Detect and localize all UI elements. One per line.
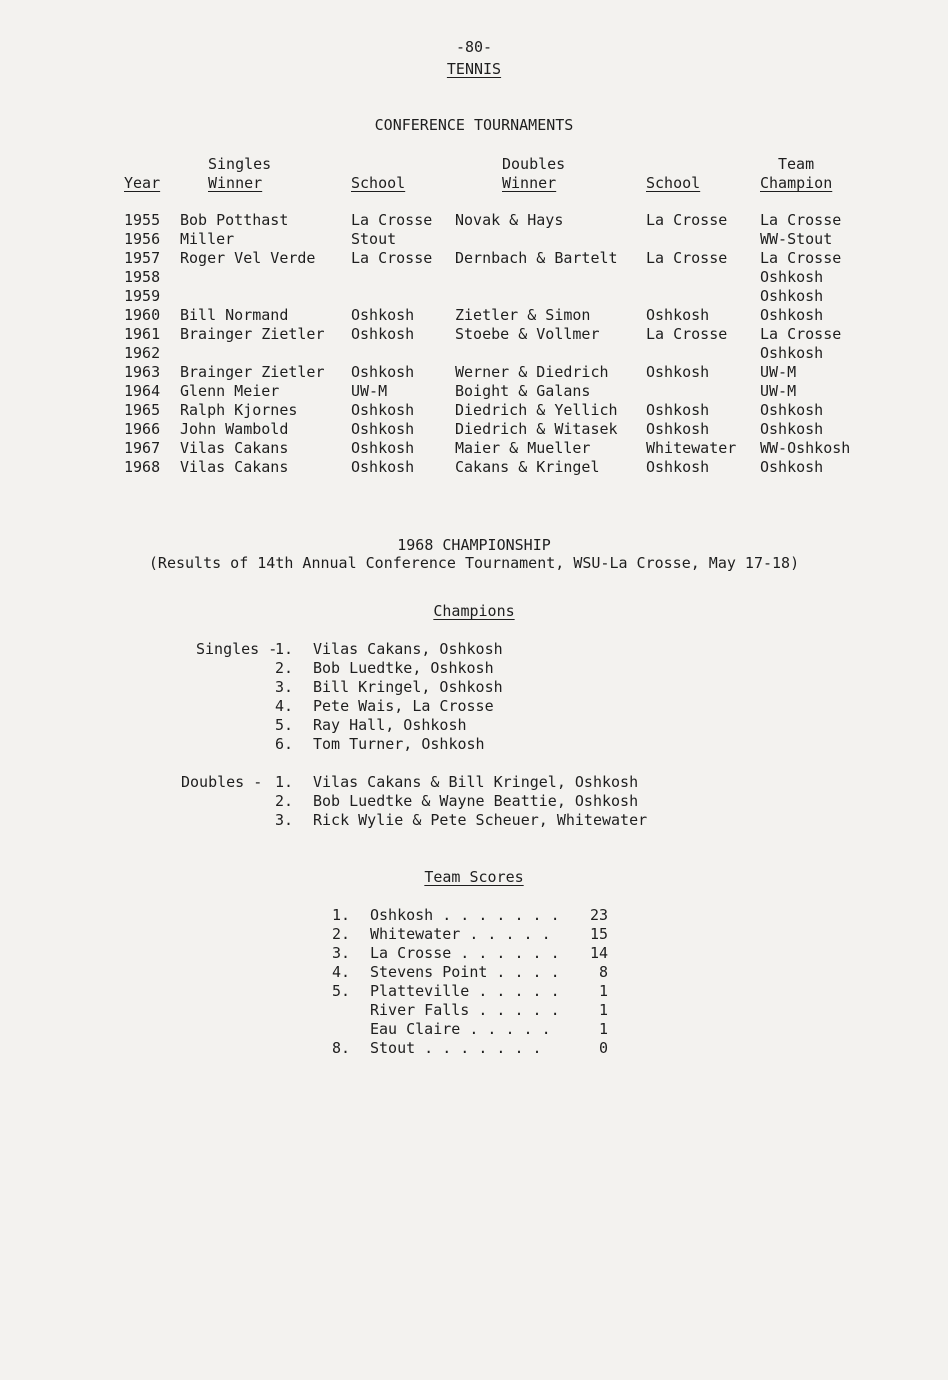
doubles-winner-cell: Dernbach & Bartelt [455, 249, 618, 267]
list-item [275, 735, 875, 754]
table-row [124, 230, 864, 249]
year-cell: 1966 [124, 420, 161, 438]
singles-winner-cell: Roger Vel Verde [180, 249, 316, 267]
score-value: 1 [598, 1020, 608, 1038]
header-school: School [351, 174, 406, 192]
doubles-school-cell: Oshkosh [646, 458, 710, 476]
rank: 2. [275, 659, 294, 677]
table-row [124, 287, 864, 306]
score-team: Whitewater . . . . . [370, 925, 551, 943]
singles-winner-cell: Bob Potthast [180, 211, 289, 229]
page-number: -80- [455, 38, 493, 56]
year-cell: 1963 [124, 363, 161, 381]
score-value: 0 [598, 1039, 608, 1057]
team-champion-cell: WW-Stout [760, 230, 833, 248]
list-item [275, 678, 875, 697]
doubles-school-cell: Whitewater [646, 439, 737, 457]
score-row [332, 1020, 652, 1039]
team-scores-list [332, 906, 652, 1058]
singles-school-cell: Oshkosh [351, 401, 415, 419]
singles-winner-cell: John Wambold [180, 420, 289, 438]
team-champion-cell: WW-Oshkosh [760, 439, 851, 457]
singles-winner-cell: Vilas Cakans [180, 439, 289, 457]
champion-entry: Tom Turner, Oshkosh [313, 735, 485, 753]
year-cell: 1959 [124, 287, 161, 305]
team-champion-cell: Oshkosh [760, 458, 824, 476]
team-champion-cell: Oshkosh [760, 306, 824, 324]
singles-school-cell: UW-M [351, 382, 388, 400]
table-row [124, 306, 864, 325]
score-value: 14 [589, 944, 608, 962]
score-row [332, 925, 652, 944]
list-item [275, 773, 875, 792]
champion-entry: Rick Wylie & Pete Scheuer, Whitewater [313, 811, 648, 829]
doubles-winner-cell: Stoebe & Vollmer [455, 325, 600, 343]
year-cell: 1956 [124, 230, 161, 248]
score-team: Eau Claire . . . . . [370, 1020, 551, 1038]
doubles-winner-cell: Novak & Hays [455, 211, 564, 229]
champions-title: Champions [433, 602, 515, 620]
team-champion-cell: Oshkosh [760, 401, 824, 419]
score-row [332, 1001, 652, 1020]
header-doubles-school: School [646, 174, 701, 192]
team-champion-cell: Oshkosh [760, 287, 824, 305]
year-cell: 1960 [124, 306, 161, 324]
singles-school-cell: Oshkosh [351, 420, 415, 438]
champion-entry: Bob Luedtke, Oshkosh [313, 659, 494, 677]
singles-school-cell: La Crosse [351, 211, 433, 229]
singles-school-cell: Oshkosh [351, 306, 415, 324]
singles-school-cell: Oshkosh [351, 439, 415, 457]
rank: 3. [275, 678, 294, 696]
score-value: 8 [598, 963, 608, 981]
doubles-school-cell: Oshkosh [646, 420, 710, 438]
rank: 5. [275, 716, 294, 734]
doubles-winner-cell: Werner & Diedrich [455, 363, 609, 381]
doubles-winner-cell: Cakans & Kringel [455, 458, 600, 476]
doubles-school-cell: Oshkosh [646, 401, 710, 419]
table-row [124, 249, 864, 268]
rank: 2. [275, 792, 294, 810]
singles-school-cell: Oshkosh [351, 325, 415, 343]
team-scores-title: Team Scores [424, 868, 524, 886]
score-row [332, 982, 652, 1001]
champion-entry: Bill Kringel, Oshkosh [313, 678, 503, 696]
rank: 1. [275, 773, 294, 791]
score-rank: 3. [332, 944, 351, 962]
table-row [124, 439, 864, 458]
score-team: River Falls . . . . . [370, 1001, 560, 1019]
section-title: TENNIS [446, 60, 502, 78]
singles-winner-cell: Bill Normand [180, 306, 289, 324]
table-row [124, 344, 864, 363]
score-rank: 5. [332, 982, 351, 1000]
score-row [332, 1039, 652, 1058]
year-cell: 1965 [124, 401, 161, 419]
champion-entry: Bob Luedtke & Wayne Beattie, Oshkosh [313, 792, 639, 810]
doubles-winner-cell: Boight & Galans [455, 382, 591, 400]
list-item [275, 716, 875, 735]
team-champion-cell: Oshkosh [760, 268, 824, 286]
header-doubles: Doubles Winner [502, 155, 566, 192]
champion-entry: Vilas Cakans & Bill Kringel, Oshkosh [313, 773, 639, 791]
doubles-school-cell: La Crosse [646, 211, 728, 229]
list-item [275, 659, 875, 678]
table-row [124, 458, 864, 477]
championship-subtitle: (Results of 14th Annual Conference Tournament, WSU-La Crosse, May 17-18) [148, 554, 800, 572]
doubles-winner-cell: Maier & Mueller [455, 439, 591, 457]
doubles-school-cell: Oshkosh [646, 306, 710, 324]
singles-school-cell: Stout [351, 230, 397, 248]
table-row [124, 211, 864, 230]
team-champion-cell: La Crosse [760, 249, 842, 267]
header-team: Team Champion [760, 155, 833, 192]
championship-title: 1968 CHAMPIONSHIP [397, 536, 551, 554]
year-cell: 1958 [124, 268, 161, 286]
singles-champions-list [275, 640, 875, 754]
year-cell: 1967 [124, 439, 161, 457]
team-champion-cell: La Crosse [760, 211, 842, 229]
score-team: Stevens Point . . . . [370, 963, 560, 981]
doubles-school-cell: La Crosse [646, 325, 728, 343]
score-value: 1 [598, 982, 608, 1000]
doubles-winner-cell: Zietler & Simon [455, 306, 591, 324]
year-cell: 1957 [124, 249, 161, 267]
score-value: 1 [598, 1001, 608, 1019]
team-champion-cell: UW-M [760, 382, 797, 400]
champion-entry: Pete Wais, La Crosse [313, 697, 494, 715]
header-singles: Singles Winner [208, 155, 272, 192]
champion-entry: Vilas Cakans, Oshkosh [313, 640, 503, 658]
rank: 4. [275, 697, 294, 715]
singles-winner-cell: Miller [180, 230, 235, 248]
table-row [124, 325, 864, 344]
list-item [275, 640, 875, 659]
team-champion-cell: Oshkosh [760, 344, 824, 362]
doubles-winner-cell: Diedrich & Witasek [455, 420, 618, 438]
singles-label: Singles - [196, 640, 278, 658]
rank: 6. [275, 735, 294, 753]
score-team: La Crosse . . . . . . [370, 944, 560, 962]
doubles-winner-cell: Diedrich & Yellich [455, 401, 618, 419]
score-row [332, 963, 652, 982]
year-cell: 1964 [124, 382, 161, 400]
list-item [275, 697, 875, 716]
score-row [332, 906, 652, 925]
singles-winner-cell: Brainger Zietler [180, 325, 325, 343]
team-champion-cell: UW-M [760, 363, 797, 381]
header-year: Year [124, 174, 161, 192]
champion-entry: Ray Hall, Oshkosh [313, 716, 467, 734]
year-cell: 1962 [124, 344, 161, 362]
score-rank: 1. [332, 906, 351, 924]
singles-winner-cell: Brainger Zietler [180, 363, 325, 381]
singles-winner-cell: Ralph Kjornes [180, 401, 298, 419]
team-champion-cell: La Crosse [760, 325, 842, 343]
singles-school-cell: Oshkosh [351, 458, 415, 476]
tournaments-title: CONFERENCE TOURNAMENTS [374, 116, 574, 134]
score-team: Stout . . . . . . . [370, 1039, 542, 1057]
table-row [124, 420, 864, 439]
doubles-school-cell: Oshkosh [646, 363, 710, 381]
year-cell: 1955 [124, 211, 161, 229]
singles-winner-cell: Glenn Meier [180, 382, 280, 400]
score-value: 23 [589, 906, 608, 924]
rank: 1. [275, 640, 294, 658]
singles-winner-cell: Vilas Cakans [180, 458, 289, 476]
score-rank: 4. [332, 963, 351, 981]
team-champion-cell: Oshkosh [760, 420, 824, 438]
score-team: Platteville . . . . . [370, 982, 560, 1000]
table-row [124, 363, 864, 382]
score-team: Oshkosh . . . . . . . [370, 906, 560, 924]
table-row [124, 401, 864, 420]
score-rank: 8. [332, 1039, 351, 1057]
singles-school-cell: Oshkosh [351, 363, 415, 381]
results-table [124, 211, 864, 477]
singles-school-cell: La Crosse [351, 249, 433, 267]
year-cell: 1968 [124, 458, 161, 476]
list-item [275, 811, 875, 830]
score-value: 15 [589, 925, 608, 943]
doubles-champions-list [275, 773, 875, 830]
table-row [124, 382, 864, 401]
table-row [124, 268, 864, 287]
doubles-label: Doubles - [181, 773, 263, 791]
doubles-school-cell: La Crosse [646, 249, 728, 267]
list-item [275, 792, 875, 811]
year-cell: 1961 [124, 325, 161, 343]
rank: 3. [275, 811, 294, 829]
score-row [332, 944, 652, 963]
score-rank: 2. [332, 925, 351, 943]
